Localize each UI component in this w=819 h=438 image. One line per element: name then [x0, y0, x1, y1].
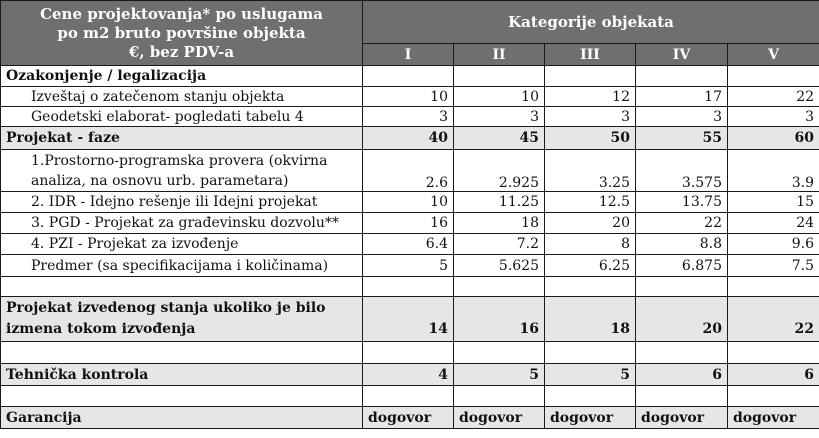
- total-value: 4: [363, 364, 454, 386]
- total-value: 60: [728, 127, 819, 150]
- total-value: 14: [363, 297, 454, 342]
- spacer-row: [1, 386, 819, 407]
- cell-value: 18: [454, 213, 545, 234]
- cell-value: 16: [363, 213, 454, 234]
- row-label: 4. PZI - Projekat za izvođenje: [1, 234, 363, 255]
- row-label: 3. PGD - Projekat za građevinsku dozvolu**: [1, 213, 363, 234]
- table-row: [1, 107, 819, 127]
- cell-value: 10: [363, 87, 454, 107]
- table-row: [1, 87, 819, 107]
- row-label: 2. IDR - Idejno rešenje ili Idejni projekat: [1, 192, 363, 213]
- cell-value: 3: [454, 107, 545, 127]
- cell-value: 20: [545, 213, 636, 234]
- cell-value: 5: [363, 255, 454, 277]
- table-title: [1, 1, 363, 66]
- category-v: V: [728, 44, 819, 66]
- cell-value: 13.75: [636, 192, 728, 213]
- total-value: 45: [454, 127, 545, 150]
- cell-value: 24: [728, 213, 819, 234]
- total-value: 50: [545, 127, 636, 150]
- cell-value: 3: [363, 107, 454, 127]
- cell-value: 7.2: [454, 234, 545, 255]
- header-row: [1, 1, 819, 44]
- title-line-2: po m2 bruto površine objekta: [57, 23, 306, 42]
- table-row: [1, 234, 819, 255]
- cell-value: 3: [728, 107, 819, 127]
- row-label: [1, 150, 363, 192]
- cell-value: 8: [545, 234, 636, 255]
- cell-value: 10: [363, 192, 454, 213]
- cell-value: 2.925: [454, 150, 545, 192]
- table-row: [1, 213, 819, 234]
- total-value: dogovor: [545, 407, 636, 429]
- total-value: 16: [454, 297, 545, 342]
- cell-value: 3.9: [728, 150, 819, 192]
- section-legal-label: Ozakonjenje / legalizacija: [1, 66, 363, 87]
- cell-value: 6.4: [363, 234, 454, 255]
- row-label-line-1: 1.Prostorno-programska provera (okvirna: [31, 152, 328, 169]
- cell-value: 3.25: [545, 150, 636, 192]
- cell-value: 3.575: [636, 150, 728, 192]
- total-value: 5: [545, 364, 636, 386]
- categories-header: Kategorije objekata: [363, 1, 819, 44]
- title-line-1: Cene projektovanja* po uslugama: [40, 4, 323, 23]
- section-row: [1, 66, 819, 87]
- total-value: dogovor: [454, 407, 545, 429]
- table-row: [1, 192, 819, 213]
- total-value: 18: [545, 297, 636, 342]
- category-iii: III: [545, 44, 636, 66]
- total-value: dogovor: [636, 407, 728, 429]
- section-total-row: [1, 127, 819, 150]
- cell-value: 8.8: [636, 234, 728, 255]
- category-iv: IV: [636, 44, 728, 66]
- cell-value: 3: [545, 107, 636, 127]
- asbuilt-label-line-2: izmena tokom izvođenja: [6, 321, 196, 337]
- cell-value: 12: [545, 87, 636, 107]
- total-value: dogovor: [728, 407, 819, 429]
- cell-value: 15: [728, 192, 819, 213]
- asbuilt-label-line-1: Projekat izvedenog stanja ukoliko je bilo: [6, 300, 326, 316]
- section-warranty-label: Garancija: [1, 407, 363, 429]
- cell-value: 7.5: [728, 255, 819, 277]
- cell-value: 12.5: [545, 192, 636, 213]
- cell-value: 2.6: [363, 150, 454, 192]
- cell-value: 10: [454, 87, 545, 107]
- row-label: Izveštaj o zatečenom stanju objekta: [1, 87, 363, 107]
- section-control-label: Tehnička kontrola: [1, 364, 363, 386]
- table-row: [1, 150, 819, 192]
- total-value: 22: [728, 297, 819, 342]
- cell-value: 6.25: [545, 255, 636, 277]
- total-value: 40: [363, 127, 454, 150]
- cell-value: 22: [636, 213, 728, 234]
- cell-value: 17: [636, 87, 728, 107]
- category-i: I: [363, 44, 454, 66]
- total-value: 6: [728, 364, 819, 386]
- category-ii: II: [454, 44, 545, 66]
- section-project-label: Projekat - faze: [1, 127, 363, 150]
- section-total-row: [1, 407, 819, 429]
- total-value: 5: [454, 364, 545, 386]
- table-row: [1, 255, 819, 277]
- cell-value: 11.25: [454, 192, 545, 213]
- cell-value: 22: [728, 87, 819, 107]
- cell-value: 3: [636, 107, 728, 127]
- row-label: Geodetski elaborat- pogledati tabelu 4: [1, 107, 363, 127]
- spacer-row: [1, 342, 819, 364]
- section-asbuilt-label: [1, 297, 363, 342]
- section-total-row: [1, 297, 819, 342]
- total-value: 55: [636, 127, 728, 150]
- section-total-row: [1, 364, 819, 386]
- cell-value: 6.875: [636, 255, 728, 277]
- title-line-3: €, bez PDV-a: [128, 42, 235, 61]
- cell-value: 5.625: [454, 255, 545, 277]
- cell-value: 9.6: [728, 234, 819, 255]
- total-value: 20: [636, 297, 728, 342]
- spacer-row: [1, 277, 819, 297]
- total-value: dogovor: [363, 407, 454, 429]
- total-value: 6: [636, 364, 728, 386]
- row-label-line-2: analiza, na osnovu urb. parametara): [31, 172, 289, 189]
- row-label: Predmer (sa specifikacijama i količinama): [1, 255, 363, 277]
